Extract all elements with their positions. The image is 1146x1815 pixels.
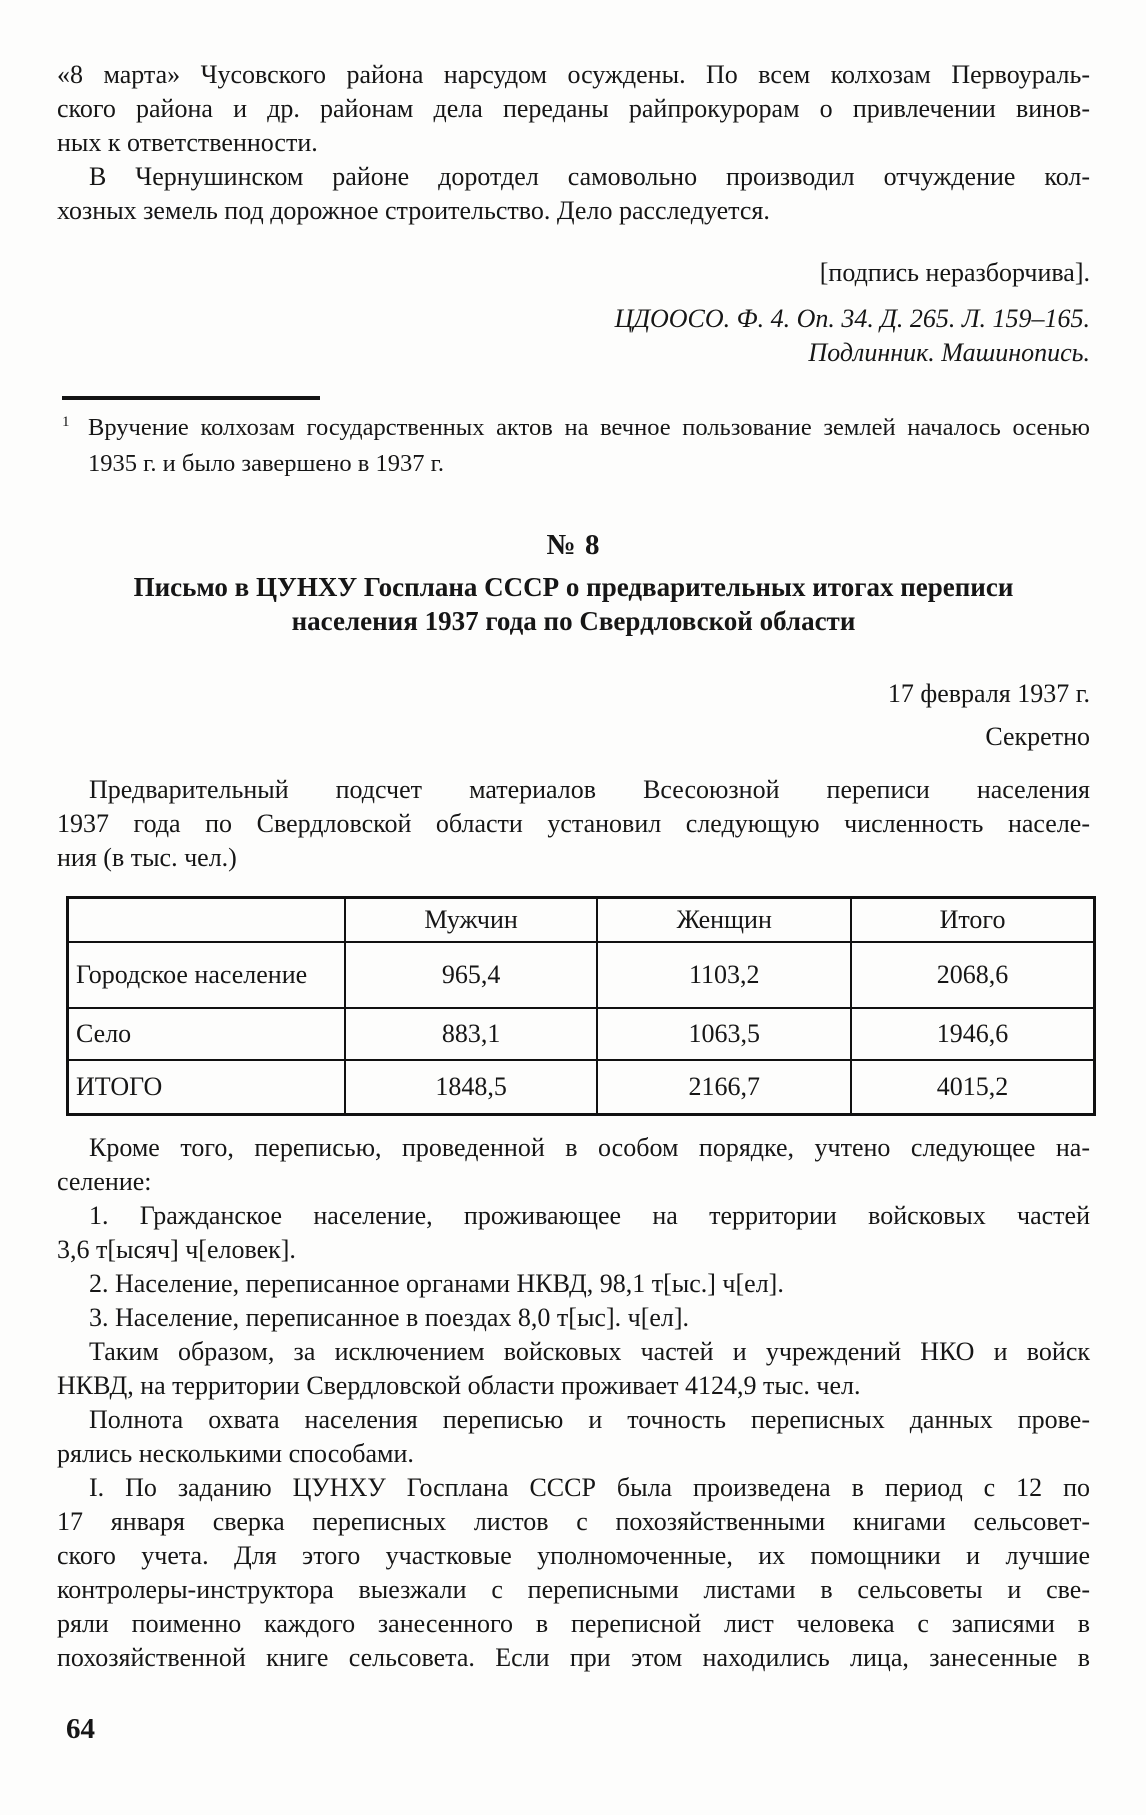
value-cell: 1103,2 xyxy=(597,942,851,1008)
value-cell: 1848,5 xyxy=(345,1060,598,1115)
table-row xyxy=(68,942,1095,1008)
document-title-line: Письмо в ЦУНХУ Госплана СССР о предварительных итогах переписи xyxy=(133,572,1014,602)
text-line: ского района и др. районам дела переданы райпрокурорам о привлечении винов- xyxy=(57,94,1090,123)
header-cell-women: Женщин xyxy=(597,898,851,943)
footnote-marker: 1 xyxy=(62,414,70,430)
footnote-divider xyxy=(62,396,320,400)
text-line: ского учета. Для этого участковые уполномоченные, их помощники и лучшие xyxy=(57,1541,1090,1570)
footnote-line: Вручение колхозам государственных актов на вечное пользование землей началось осенью xyxy=(88,414,1090,441)
previous-document-tail xyxy=(57,58,1090,228)
document-number-heading: № 8 xyxy=(546,529,601,561)
value-cell: 965,4 xyxy=(345,942,598,1008)
text-line: В Чернушинском районе доротдел самовольно производил отчуждение кол- xyxy=(89,162,1090,191)
text-line: I. По заданию ЦУНХУ Госплана СССР была произведена в период с 12 по xyxy=(89,1473,1090,1502)
intro-paragraph xyxy=(57,773,1090,875)
classification-label: Секретно xyxy=(985,722,1090,751)
text-line: селение: xyxy=(57,1167,152,1196)
text-line: 1937 года по Свердловской области установил следующую численность населе- xyxy=(57,809,1090,838)
document-body xyxy=(57,1131,1090,1675)
signature-block xyxy=(57,256,1090,370)
source-authenticity-note: Подлинник. Машинопись. xyxy=(808,338,1090,367)
value-cell: 2068,6 xyxy=(851,942,1094,1008)
value-cell: 1063,5 xyxy=(597,1008,851,1060)
text-line: хозных земель под дорожное строительство. Дело расследуется. xyxy=(57,196,770,225)
text-line: НКВД, на территории Свердловской области проживает 4124,9 тыс. чел. xyxy=(57,1371,861,1400)
signature-line: [подпись неразборчива]. xyxy=(819,258,1090,287)
archive-reference: ЦДООСО. Ф. 4. Оп. 34. Д. 265. Л. 159–165. xyxy=(614,304,1090,333)
value-cell: 2166,7 xyxy=(597,1060,851,1115)
text-line: контролеры-инструктора выезжали с переписными листами в сельсоветы и све- xyxy=(57,1575,1090,1604)
document-title-line: населения 1937 года по Свердловской области xyxy=(291,606,856,636)
header-cell-men: Мужчин xyxy=(345,898,598,943)
header-cell-total: Итого xyxy=(851,898,1094,943)
text-line: 17 января сверка переписных листов с похозяйственными книгами сельсовет- xyxy=(57,1507,1090,1536)
text-line: похозяйственной книге сельсовета. Если при этом находились лица, занесенные в xyxy=(57,1643,1090,1672)
document-date: 17 февраля 1937 г. xyxy=(887,679,1090,708)
text-line: Таким образом, за исключением войсковых частей и учреждений НКО и войск xyxy=(89,1337,1090,1366)
text-line: 1. Гражданское население, проживающее на территории войсковых частей xyxy=(89,1201,1090,1230)
value-cell: 4015,2 xyxy=(851,1060,1094,1115)
footnote xyxy=(57,410,1090,482)
row-label-cell: ИТОГО xyxy=(68,1060,345,1115)
text-line: Полнота охвата населения переписью и точность переписных данных прове- xyxy=(89,1405,1090,1434)
text-line: «8 марта» Чусовского района нарсудом осуждены. По всем колхозам Первоураль- xyxy=(57,60,1090,89)
row-label-cell: Село xyxy=(68,1008,345,1060)
document-title xyxy=(57,570,1090,638)
text-line: ния (в тыс. чел.) xyxy=(57,843,237,872)
row-label-cell: Городское население xyxy=(68,942,345,1008)
table-row xyxy=(68,1008,1095,1060)
footnote-line: 1935 г. и было завершено в 1937 г. xyxy=(88,450,444,477)
text-line: ных к ответственности. xyxy=(57,128,318,157)
value-cell: 883,1 xyxy=(345,1008,598,1060)
text-line: 3,6 т[ысяч] ч[еловек]. xyxy=(57,1235,296,1264)
text-line: Предварительный подсчет материалов Всесоюзной переписи населения xyxy=(89,775,1090,804)
text-line: ряли поименно каждого занесенного в переписной лист человека с записями в xyxy=(57,1609,1090,1638)
text-line: Кроме того, переписью, проведенной в особом порядке, учтено следующее на- xyxy=(89,1133,1090,1162)
table-header-row xyxy=(68,898,1095,943)
text-line: 2. Население, переписанное органами НКВД, 98,1 т[ыс.] ч[ел]. xyxy=(89,1269,784,1298)
text-line: 3. Население, переписанное в поездах 8,0 т[ыс]. ч[ел]. xyxy=(89,1303,690,1332)
value-cell: 1946,6 xyxy=(851,1008,1094,1060)
text-line: рялись несколькими способами. xyxy=(57,1439,414,1468)
header-cell-empty xyxy=(68,898,345,943)
table-row xyxy=(68,1060,1095,1115)
census-table xyxy=(66,896,1096,1116)
page-number: 64 xyxy=(66,1713,95,1745)
